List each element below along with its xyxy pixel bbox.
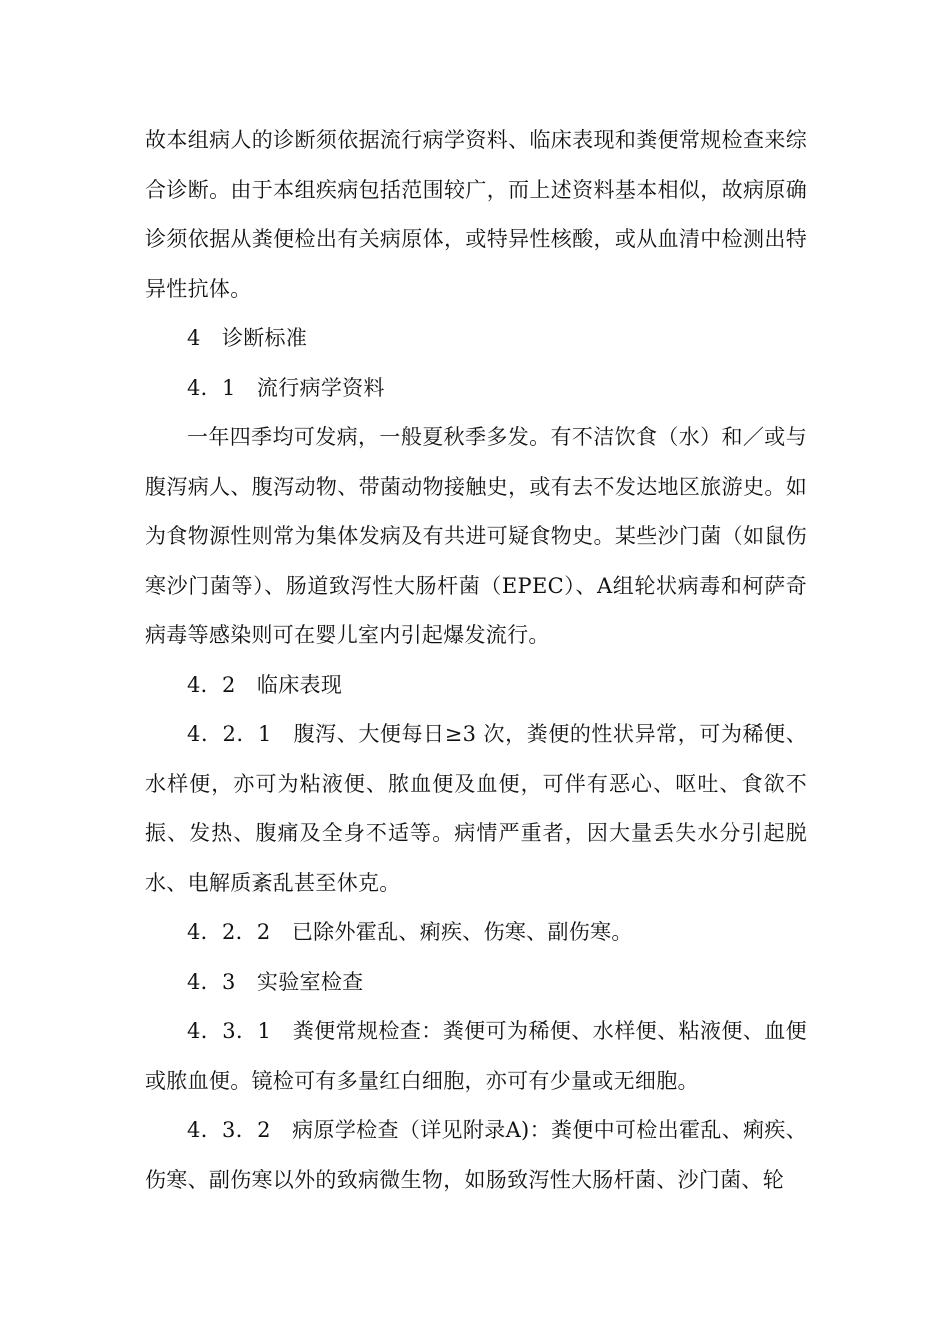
paragraph-clinical-4-2-2: 4．2．2 已除外霍乱、痢疾、伤寒、副伤寒。: [187, 920, 633, 944]
paragraph-lab-4-3-1: 4．3．1 粪便常规检查：粪便可为稀便、水样便、粘液便、血便或脓血便。镜检可有多量红白细胞，亦可有少量或无细胞。: [145, 1019, 807, 1093]
heading-clinical-manifestation: 4．2 临床表现: [187, 672, 343, 697]
document-body: [145, 116, 807, 1205]
heading-diagnostic-criteria: 4 诊断标准: [187, 326, 308, 350]
paragraph-lab-4-3-2: 4．3．2 病原学检查（详见附录A)：粪便中可检出霍乱、痢疾、伤寒、副伤寒以外的致病微生物，如肠致泻性大肠杆菌、沙门菌、轮: [145, 1118, 807, 1192]
heading-lab-tests: 4．3 实验室检查: [187, 969, 364, 994]
paragraph-clinical-4-2-1: 4．2．1 腹泻、大便每日≥3 次，粪便的性状异常，可为稀便、水样便，亦可为粘液便、脓血便及血便，可伴有恶心、呕吐、食欲不振、发热、腹痛及全身不适等。病情严重者，因大量丢失水分引起脱水、电解质紊乱甚至休克。: [145, 722, 807, 895]
paragraph-diagnosis-basis: 故本组病人的诊断须依据流行病学资料、临床表现和粪便常规检查来综合诊断。由于本组疾病包括范围较广，而上述资料基本相似，故病原确诊须依据从粪便检出有关病原体，或特异性核酸，或从血清中检测出特异性抗体。: [145, 128, 807, 301]
paragraph-epidemiology: 一年四季均可发病，一般夏秋季多发。有不洁饮食（水）和／或与腹泻病人、腹泻动物、带菌动物接触史，或有去不发达地区旅游史。如为食物源性则常为集体发病及有共进可疑食物史。某些沙门菌（如鼠伤寒沙门菌等）、肠道致泻性大肠杆菌（EPEC）、A组轮状病毒和柯萨奇病毒等感染则可在婴儿室内引起爆发流行。: [145, 425, 807, 647]
heading-epidemiology: 4．1 流行病学资料: [187, 375, 385, 400]
